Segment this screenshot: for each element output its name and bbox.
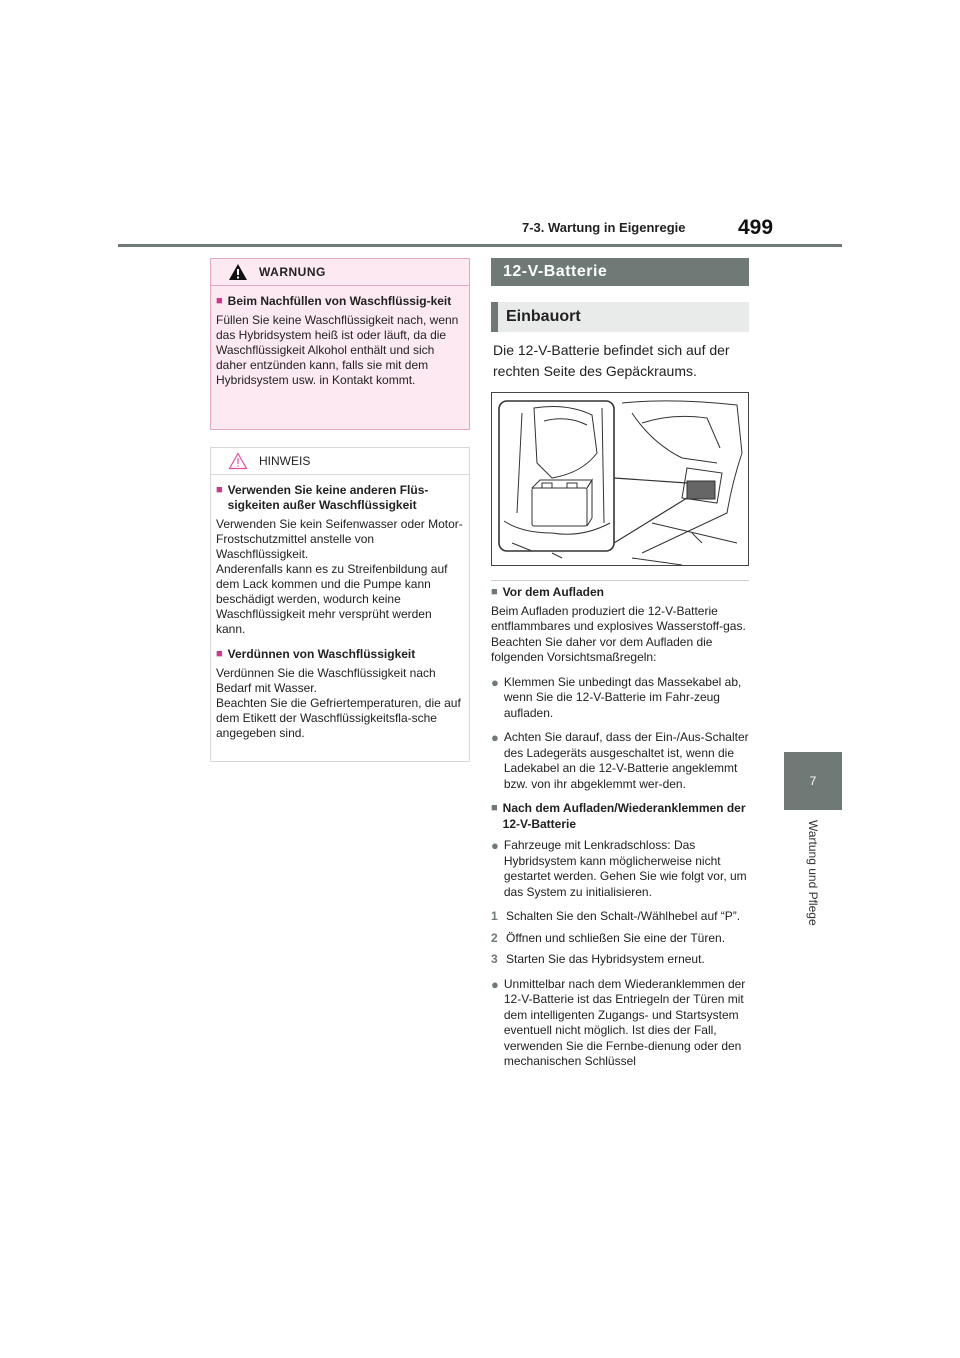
warning-subheading: Beim Nachfüllen von Waschflüssig-keit [227, 294, 452, 308]
hint-subheading-2: Verdünnen von Waschflüssigkeit [227, 647, 416, 661]
figure-divider [491, 580, 749, 581]
square-bullet-icon: ■ [216, 484, 223, 496]
hint-text-2a: Verdünnen Sie die Waschflüssigkeit nach Bedarf mit Wasser. [216, 666, 436, 695]
charge-subheading: Vor dem Aufladen [502, 585, 604, 599]
step-item [491, 952, 753, 968]
step-number: 1 [491, 909, 498, 923]
chapter-side-label [806, 820, 820, 940]
bullet-text: Unmittelbar nach dem Wiederanklemmen der 12-V-Batterie ist das Entriegeln der Türen mit dem intelligenten Zugangs- und Startsystem eventuell nicht möglich. Ist dies der Fall, verwenden Sie die Fernbe-dienung oder den mechanischen Schlüssel [503, 976, 746, 1068]
square-bullet-icon: ■ [216, 295, 223, 307]
subsection-title-bar: Einbauort [491, 302, 749, 332]
after-charge-subheading: Nach dem Aufladen/Wiederanklemmen der 12-V-Batterie [502, 801, 746, 831]
step-text: Öffnen und schließen Sie eine der Türen. [506, 930, 726, 945]
hint-title: HINWEIS [259, 454, 311, 468]
warning-header [211, 259, 469, 286]
step-number: 3 [491, 952, 498, 966]
square-bullet-icon: ■ [491, 586, 498, 598]
charge-text: Beim Aufladen produziert die 12-V-Batterie entflammbares und explosives Wasserstoff-gas. Beachten Sie daher vor dem Aufladen die folgenden Vorsichtsmaßregeln: [491, 603, 746, 664]
bullet-text: Achten Sie darauf, dass der Ein-/Aus-Schalter des Ladegeräts ausgeschaltet ist, wenn die Ladekabel an die 12-V-Batterie angeklemmt bzw. von ihr abgeklemmt wer-den. [503, 730, 749, 791]
intro-text: Die 12-V-Batterie befindet sich auf der rechten Seite des Gepäckraums. [493, 342, 730, 379]
bullet-text: Fahrzeuge mit Lenkradschloss: Das Hybridsystem kann möglicherweise nicht gestartet werden. Gehen Sie wie folgt vor, um das System zu initialisieren. [503, 838, 747, 899]
square-bullet-icon: ■ [216, 648, 223, 660]
chapter-title: Wartung und Pflege [806, 820, 820, 926]
step-item [491, 931, 753, 947]
warning-text: Füllen Sie keine Waschflüssigkeit nach, wenn das Hybridsystem heiß ist oder läuft, da die Waschflüssigkeit Alkohol enthält und sich daher entzünden kann, falls sie mit dem Hybridsystem usw. in Kontakt kommt. [216, 313, 459, 387]
list-item [491, 730, 753, 792]
section-title-bar: 12-V-Batterie [491, 258, 749, 286]
hint-text-2b: Beachten Sie die Gefriertemperaturen, die auf dem Etikett der Waschflüssigkeitsfla-sche angegeben sind. [216, 696, 461, 740]
hint-box [210, 447, 470, 762]
battery-location-illustration [491, 392, 749, 566]
trunk-drawing [492, 393, 748, 565]
warning-title: WARNUNG [259, 265, 326, 279]
warning-box [210, 258, 470, 430]
section-heading: 7-3. Wartung in Eigenregie [522, 220, 686, 235]
header-divider [118, 244, 842, 247]
step-item [491, 909, 753, 925]
chapter-tab [784, 752, 842, 810]
charging-instructions [491, 585, 753, 1079]
list-item [491, 977, 753, 1070]
page-number: 499 [738, 216, 774, 239]
warning-triangle-icon [228, 263, 248, 281]
caution-triangle-icon [228, 452, 248, 470]
bullet-dot-icon: ● [491, 674, 499, 690]
hint-text-1b: Anderenfalls kann es zu Streifenbildung auf dem Lack kommen und die Pumpe kann beschädigt werden, wodurch keine Waschflüssigkeit mehr versprüht werden kann. [216, 562, 448, 636]
step-text: Schalten Sie den Schalt-/Wählhebel auf “P”. [506, 909, 741, 923]
list-item [491, 675, 753, 722]
bullet-dot-icon: ● [491, 976, 499, 992]
bullet-text: Klemmen Sie unbedingt das Massekabel ab, wenn Sie die 12-V-Batterie im Fahr-zeug aufladen. [503, 674, 742, 720]
chapter-number: 7 [809, 774, 817, 788]
step-text: Starten Sie das Hybridsystem erneut. [506, 952, 705, 966]
hint-subheading-1: Verwenden Sie keine anderen Flüs-sigkeiten außer Waschflüssigkeit [227, 483, 429, 512]
bullet-dot-icon: ● [491, 838, 499, 853]
list-item [491, 838, 753, 900]
hint-text-1a: Verwenden Sie kein Seifenwasser oder Motor-Frostschutzmittel anstelle von Waschflüssigkeit. [216, 517, 463, 561]
step-number: 2 [491, 930, 498, 945]
hint-header [211, 448, 469, 475]
square-bullet-icon: ■ [491, 802, 498, 814]
bullet-dot-icon: ● [491, 730, 499, 745]
